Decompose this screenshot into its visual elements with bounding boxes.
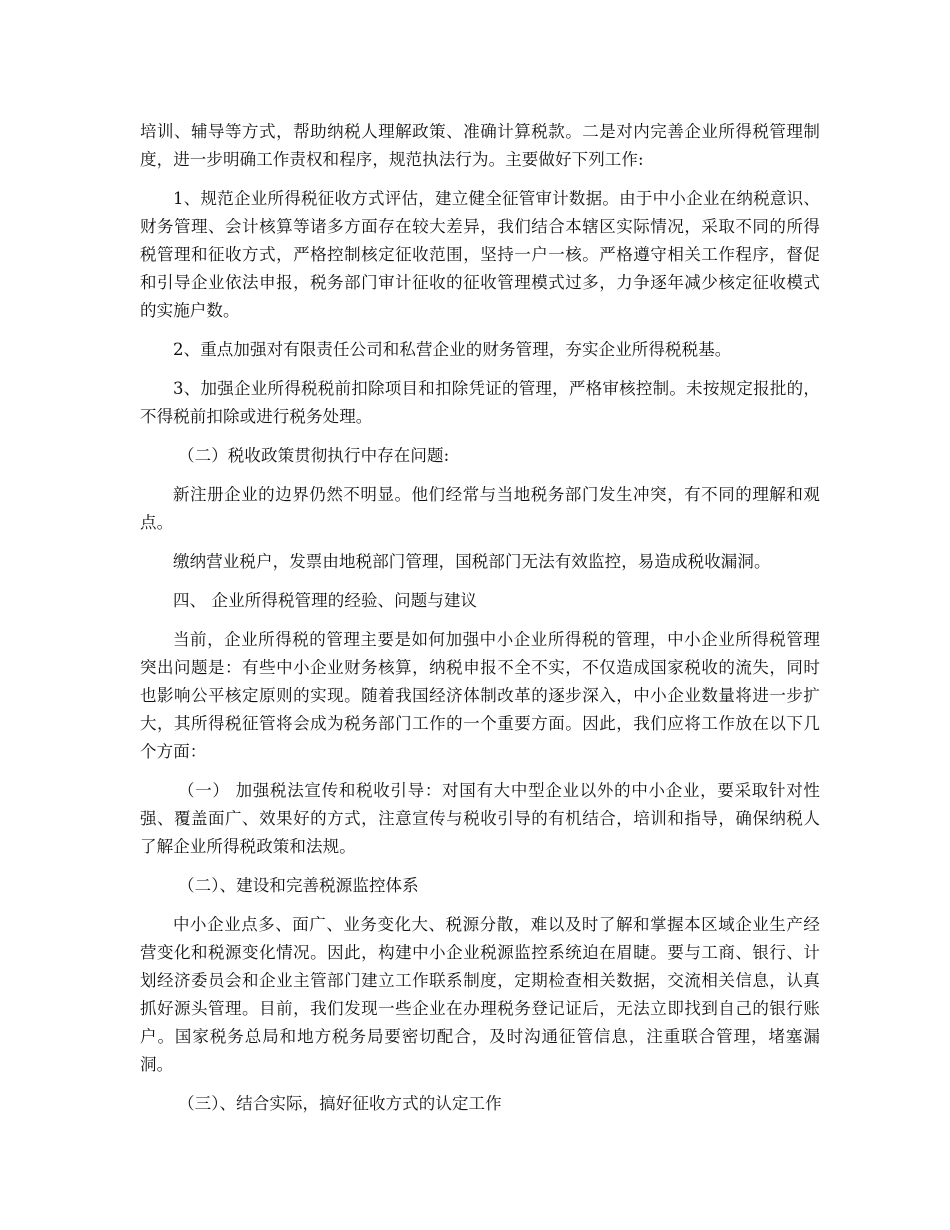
paragraph-intro-continuation: 培训、辅导等方式，帮助纳税人理解政策、准确计算税款。二是对内完善企业所得税管理制度，进一步明确工作责权和程序，规范执法行为。主要做好下列工作: bbox=[140, 122, 820, 169]
paragraph-item-1: 1、规范企业所得税征收方式评估，建立健全征管审计数据。由于中小企业在纳税意识、财务管理、会计核算等诸多方面存在较大差异，我们结合本辖区实际情况，采取不同的所得税管理和征收方式，严格控制核定征收范围，坚持一户一核。严格遵守相关工作程序，督促和引导企业依法申报，税务部门审计征收的征收管理模式过多，力争逐年减少核定征收模式的实施户数。 bbox=[140, 189, 820, 320]
document-page bbox=[140, 118, 820, 1129]
paragraph-tax-publicity: （一） 加强税法宣传和税收引导：对国有大中型企业以外的中小企业，要采取针对性强、覆盖面广、效果好的方式，注意宣传与税收引导的有机结合，培训和指导，确保纳税人了解企业所得税政策和法规。 bbox=[140, 781, 820, 856]
subheading-policy-issues: （二）税收政策贯彻执行中存在问题: bbox=[178, 446, 450, 465]
section-heading-four: 四、 企业所得税管理的经验、问题与建议 bbox=[173, 591, 478, 610]
subheading-monitoring-system: （二）、建设和完善税源监控体系 bbox=[178, 876, 419, 895]
paragraph-monitoring-details: 中小企业点多、面广、业务变化大、税源分散，难以及时了解和掌握本区域企业生产经营变化和税源变化情况。因此，构建中小企业税源监控系统迫在眉睫。要与工商、银行、计划经济委员会和企业主管部门建立工作联系制度，定期检查相关数据，交流相关信息，认真抓好源头管理。目前，我们发现一些企业在办理税务登记证后，无法立即找到自己的银行账户。国家税务总局和地方税务局要密切配合，及时沟通征管信息，注重联合管理，堵塞漏洞。 bbox=[140, 915, 820, 1074]
paragraph-business-tax: 缴纳营业税户，发票由地税部门管理，国税部门无法有效监控，易造成税收漏洞。 bbox=[173, 552, 771, 571]
paragraph-new-enterprises: 新注册企业的边界仍然不明显。他们经常与当地税务部门发生冲突，有不同的理解和观点。 bbox=[140, 485, 820, 532]
paragraph-item-2: 2、重点加强对有限责任公司和私营企业的财务管理，夯实企业所得税税基。 bbox=[173, 340, 732, 359]
paragraph-item-3: 3、加强企业所得税税前扣除项目和扣除凭证的管理，严格审核控制。未按规定报批的，不得税前扣除或进行税务处理。 bbox=[140, 379, 820, 426]
subheading-collection-methods: （三）、结合实际，搞好征收方式的认定工作 bbox=[178, 1094, 502, 1113]
paragraph-current-situation: 当前，企业所得税的管理主要是如何加强中小企业所得税的管理，中小企业所得税管理突出问题是：有些中小企业财务核算，纳税申报不全不实，不仅造成国家税收的流失，同时也影响公平核定原则的实现。随着我国经济体制改革的逐步深入，中小企业数量将进一步扩大，其所得税征管将会成为税务部门工作的一个重要方面。因此，我们应将工作放在以下几个方面： bbox=[140, 630, 820, 761]
